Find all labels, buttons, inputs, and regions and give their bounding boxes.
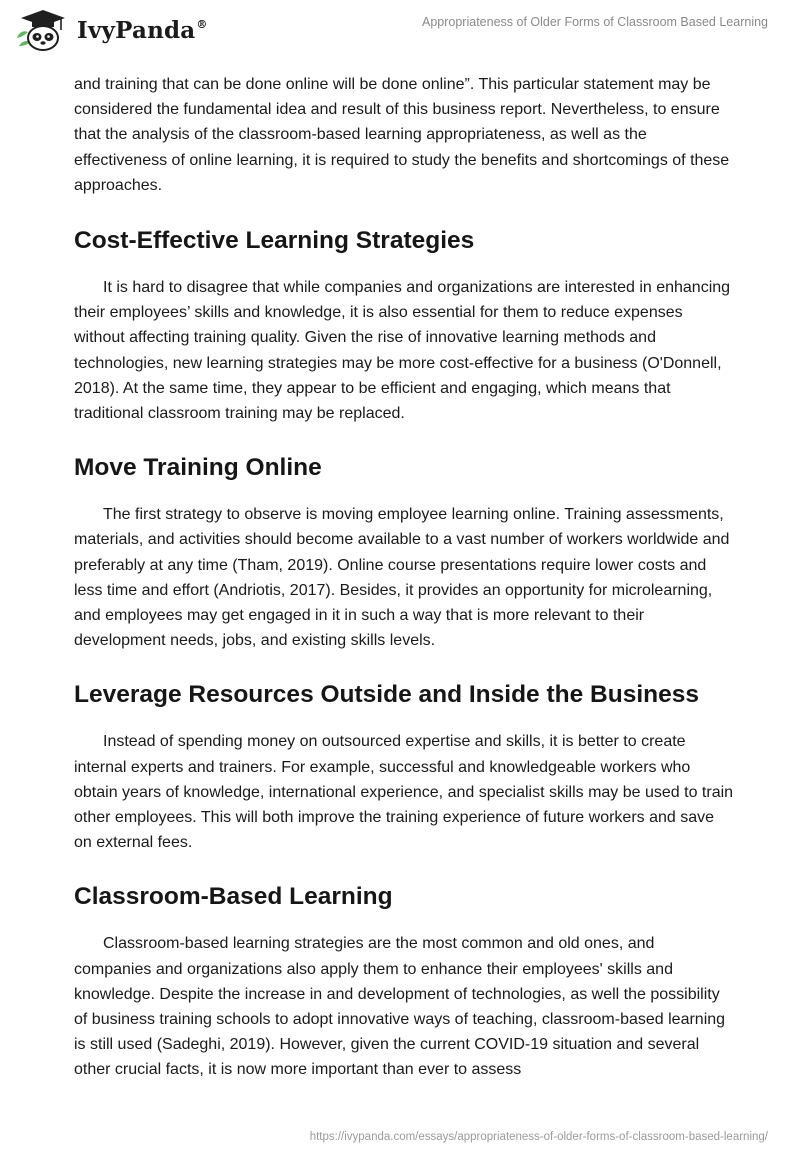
- brand-name: IvyPanda®: [77, 16, 208, 44]
- document-title: Appropriateness of Older Forms of Classroom Based Learning: [422, 15, 768, 29]
- paragraph-cost-effective: It is hard to disagree that while companies and organizations are interested in enhancing their employees’ skills and knowledge, it is also essential for them to reduce expenses without affecting training quality. Given the rise of innovative learning methods and technologies, new learning strategies may be more cost-effective for a business (O'Donnell, 2018). At the same time, they appear to be efficient and engaging, which means that traditional classroom training may be replaced.: [74, 279, 731, 423]
- panda-graduation-cap-icon: [15, 8, 71, 52]
- heading-cost-effective-learning-strategies: Cost-Effective Learning Strategies: [74, 227, 475, 255]
- ivypanda-logo[interactable]: [15, 8, 208, 52]
- source-url[interactable]: https://ivypanda.com/essays/appropriateness-of-older-forms-of-classroom-based-learning/: [309, 1131, 768, 1143]
- essay-body: [74, 72, 734, 1083]
- heading-classroom-based-learning: Classroom-Based Learning: [74, 883, 393, 911]
- heading-leverage-resources: Leverage Resources Outside and Inside the Business: [74, 681, 699, 709]
- paragraph-intro-continued: and training that can be done online will be done online”. This particular statement may be considered the fundamental idea and result of this business report. Nevertheless, to ensure that the analysis of the classroom-based learning appropriateness, as well as the effectiveness of online learning, it is required to study the benefits and shortcomings of these approaches.: [74, 76, 730, 194]
- paragraph-move-training-online: The first strategy to observe is moving employee learning online. Training assessments, materials, and activities should become available to a vast number of workers worldwide and preferably at any time (Tham, 2019). Online course presentations require lower costs and less time and effort (Andriotis, 2017). Besides, it provides an opportunity for microlearning, and employees may get engaged in it in such a way that is more relevant to their development needs, jobs, and existing skills levels.: [74, 506, 730, 650]
- paragraph-classroom-based-learning: Classroom-based learning strategies are the most common and old ones, and companies and organizations also apply them to enhance their employees' skills and knowledge. Despite the increase in and development of technologies, as well the possibility of business training schools to adopt innovative ways of teaching, classroom-based learning is still used (Sadeghi, 2019). However, given the current COVID-19 situation and several other crucial facts, it is now more important than ever to assess: [74, 935, 726, 1079]
- heading-move-training-online: Move Training Online: [74, 454, 322, 482]
- paragraph-leverage-resources: Instead of spending money on outsourced expertise and skills, it is better to create internal experts and trainers. For example, successful and knowledgeable workers who obtain years of knowledge, international experience, and specialist skills may be used to train other employees. This will both improve the training experience of future workers and save on external fees.: [74, 733, 734, 852]
- page-header: [0, 0, 800, 64]
